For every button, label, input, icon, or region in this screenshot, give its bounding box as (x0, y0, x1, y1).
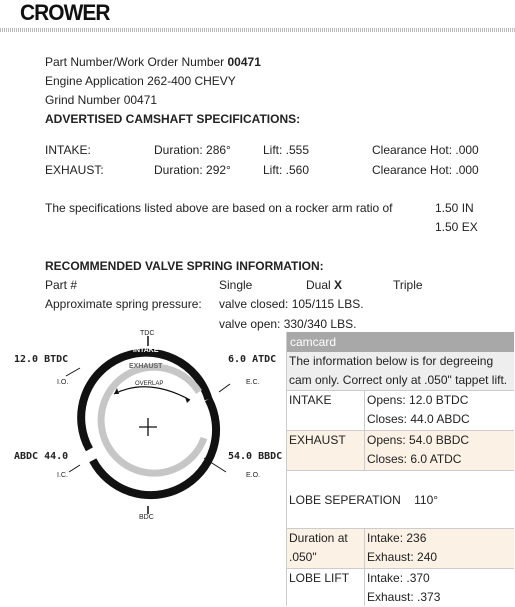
camcard-intake-open: Opens: 12.0 BTDC (367, 393, 469, 407)
spec-duration-intake: Duration: 286° (154, 143, 231, 157)
spring-dual-label: Dual (306, 278, 331, 292)
intake-arc-label: INTAKE (133, 347, 159, 354)
spec-duration-exhaust: Duration: 292° (154, 163, 231, 177)
camcard-intake-values (367, 391, 470, 429)
ec-leader (219, 384, 230, 392)
engine-line (45, 74, 236, 88)
io-value: 12.0 BTDC (14, 354, 69, 365)
spec-name-intake: INTAKE: (45, 143, 91, 157)
camcard-duration-values (367, 529, 437, 567)
header (0, 0, 515, 30)
spring-dual (306, 278, 342, 292)
ratio-ex: 1.50 EX (435, 220, 478, 234)
camcard-intro-line-1: The information below is for degreeing (289, 354, 494, 368)
spec-lift-exhaust: Lift: .560 (263, 163, 310, 177)
camcard-lift-values (367, 569, 440, 607)
camcard-row-exhaust (287, 430, 514, 470)
camcard-intro-line-2: cam only. Correct only at .050" tappet lift. (289, 373, 508, 387)
eo-value: 54.0 BBDC (228, 451, 283, 462)
camcard-panel (286, 332, 514, 606)
camcard-lift-exhaust: Exhaust: .373 (367, 590, 441, 604)
ec-value: 6.0 ATDC (228, 354, 277, 365)
spec-name-exhaust: EXHAUST: (45, 163, 104, 177)
camcard-intake-label: INTAKE (287, 391, 365, 430)
camcard-row-duration (287, 528, 514, 568)
overlap-arc (114, 387, 190, 400)
spring-heading: RECOMMENDED VALVE SPRING INFORMATION: (45, 259, 324, 273)
camcard-intake-close: Closes: 44.0 ABDC (367, 412, 470, 426)
header-divider (0, 28, 515, 32)
spring-open: valve open: 330/340 LBS. (219, 317, 357, 331)
part-number-line (45, 55, 261, 69)
spec-clearance-intake: Clearance Hot: .000 (372, 143, 479, 157)
camcard-duration-intake: Intake: 236 (367, 531, 427, 545)
spec-lift-intake: Lift: .555 (263, 143, 310, 157)
rocker-ratio-note: The specifications listed above are based on a rocker arm ratio of (45, 201, 393, 215)
part-number-label: Part Number/Work Order Number (45, 55, 225, 69)
camcard-row-lift (287, 568, 514, 606)
camcard-duration-label-1: Duration at (289, 531, 348, 545)
engine-label: Engine Application (45, 74, 144, 88)
overlap-label: OVERLAP (135, 381, 164, 387)
camcard-exhaust-open: Opens: 54.0 BBDC (367, 433, 470, 447)
camcard-duration-label (287, 529, 365, 568)
camcard-intro (287, 352, 514, 390)
grind-value: 00471 (123, 93, 158, 107)
camcard-lift-label: LOBE LIFT (287, 569, 365, 606)
spring-single: Single (219, 278, 253, 292)
grind-label: Grind Number (45, 93, 121, 107)
camcard-exhaust-close: Closes: 6.0 ATDC (367, 452, 462, 466)
camcard-duration-exhaust: Exhaust: 240 (367, 550, 438, 564)
spring-dual-mark: X (334, 278, 343, 292)
camcard-lobe-sep: LOBE SEPERATION 110° (289, 493, 439, 507)
exhaust-arc-label: EXHAUST (129, 363, 163, 370)
io-leader (66, 368, 80, 376)
ic-value: ABDC 44.0 (14, 451, 69, 462)
spec-clearance-exhaust: Clearance Hot: .000 (372, 163, 479, 177)
camcard-title: camcard (287, 332, 514, 352)
grind-line (45, 93, 157, 107)
spring-pressure-label: Approximate spring pressure: (45, 297, 202, 311)
camcard-exhaust-values (367, 431, 469, 469)
engine-value: 262-400 CHEVY (147, 74, 236, 88)
camcard-exhaust-label: EXHAUST (287, 431, 365, 470)
camcard-duration-label-2: .050" (289, 550, 317, 564)
bdc-label: BDC (139, 514, 154, 521)
tdc-label: TDC (140, 330, 155, 337)
overlap-arrow-right (185, 397, 190, 403)
spring-closed: valve closed: 105/115 LBS. (219, 297, 364, 311)
camcard-row-lobe-sep (287, 470, 514, 528)
ic-leader (69, 465, 80, 472)
ratio-in: 1.50 IN (435, 201, 474, 215)
specs-heading: ADVERTISED CAMSHAFT SPECIFICATIONS: (45, 112, 301, 126)
spring-part-label: Part # (45, 278, 78, 292)
eo-label: E.O. (246, 472, 261, 479)
ec-label: E.C. (246, 379, 260, 386)
io-label: I.O. (57, 379, 69, 386)
crower-logo: CROWER (20, 0, 110, 25)
valve-timing-diagram (14, 332, 286, 522)
spring-triple: Triple (393, 278, 423, 292)
camcard-row-intake (287, 390, 514, 430)
ic-label: I.C. (57, 472, 68, 479)
camcard-lift-intake: Intake: .370 (367, 571, 430, 585)
part-number-value: 00471 (227, 55, 261, 69)
